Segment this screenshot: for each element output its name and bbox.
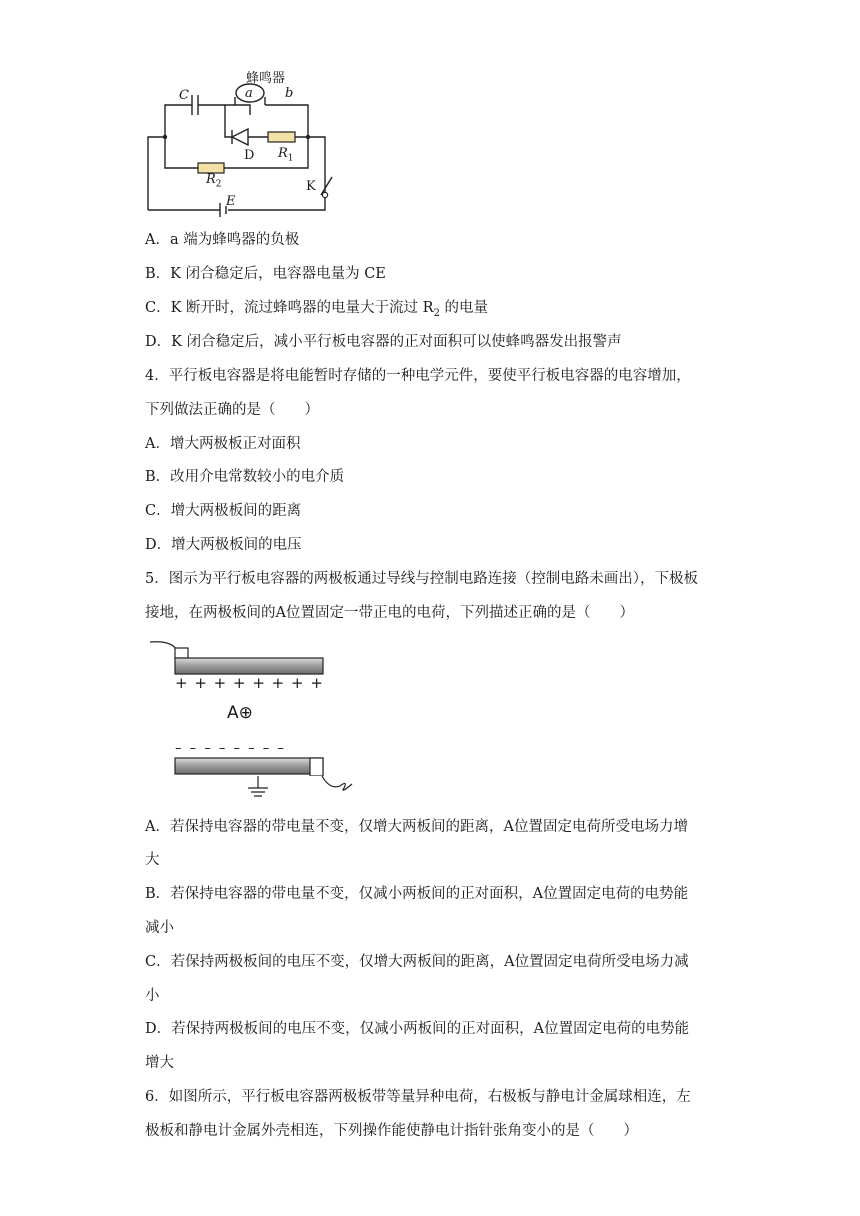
label-r2: $R_2$	[206, 172, 222, 190]
q3-option-a: A．a 端为蜂鸣器的负极	[145, 232, 300, 248]
q5-option-b-line1: B．若保持电容器的带电量不变，仅减小两板间的正对面积，A位置固定电荷的电势能	[145, 886, 689, 902]
q4-option-a: A．增大两极板正对面积	[145, 436, 301, 452]
q5-option-c-line1: C．若保持两极板间的电压不变，仅增大两板间的距离，A位置固定电荷所受电场力减	[145, 954, 689, 970]
plus-charges: + + + + + + + +	[175, 674, 324, 692]
q5-option-b-line2: 减小	[145, 920, 174, 936]
label-b: b	[285, 86, 294, 101]
ground-and-wire	[240, 774, 360, 814]
q5-option-c-line2: 小	[145, 988, 160, 1004]
q3-option-b: B．K 闭合稳定后，电容器电量为 CE	[145, 266, 386, 282]
label-c: C	[179, 88, 189, 103]
q5-option-d-line1: D．若保持两极板间的电压不变，仅减小两板间的正对面积，A位置固定电荷的电势能	[145, 1021, 690, 1037]
q4-stem-line1: 4．平行板电容器是将电能暂时存储的一种电学元件，要使平行板电容器的电容增加，	[145, 368, 691, 384]
q5-option-a-line1: A．若保持电容器的带电量不变，仅增大两板间的距离，A位置固定电荷所受电场力增	[145, 819, 688, 835]
label-k: K	[306, 179, 316, 194]
q6-stem-line1: 6．如图所示，平行板电容器两极板带等量异种电荷，右极板与静电计金属球相连，左	[145, 1089, 691, 1105]
label-a: a	[245, 86, 253, 101]
q5-stem-line2: 接地，在两极板间的A位置固定一带正电的电荷，下列描述正确的是（ ）	[145, 605, 634, 621]
label-r1: $R_1$	[278, 146, 294, 164]
q6-stem-line2: 极板和静电计金属外壳相连，下列操作能使静电计指针张角变小的是（ ）	[145, 1123, 638, 1139]
q4-option-b: B．改用介电常数较小的电介质	[145, 469, 345, 485]
buzzer-label: 蜂鸣器	[246, 71, 286, 86]
q4-option-d: D．增大两极板间的电压	[145, 537, 302, 553]
circuit-diagram	[140, 65, 340, 225]
point-a-charge: A⊕	[227, 703, 253, 723]
minus-charges: – – – – – – – –	[175, 741, 286, 756]
q3-option-d: D．K 闭合稳定后，减小平行板电容器的正对面积可以使蜂鸣器发出报警声	[145, 334, 622, 350]
q5-option-d-line2: 增大	[145, 1055, 174, 1071]
label-e: E	[226, 194, 236, 209]
q5-stem-line1: 5．图示为平行板电容器的两极板通过导线与控制电路连接（控制电路未画出），下极板	[145, 571, 698, 587]
q3-option-c: C．K 断开时，流过蜂鸣器的电量大于流过 $R_2$ 的电量	[145, 300, 489, 319]
q4-stem-line2: 下列做法正确的是（ ）	[145, 402, 319, 418]
q5-option-a-line2: 大	[145, 852, 160, 868]
label-d: D	[244, 148, 255, 163]
q4-option-c: C．增大两极板间的距离	[145, 503, 302, 519]
